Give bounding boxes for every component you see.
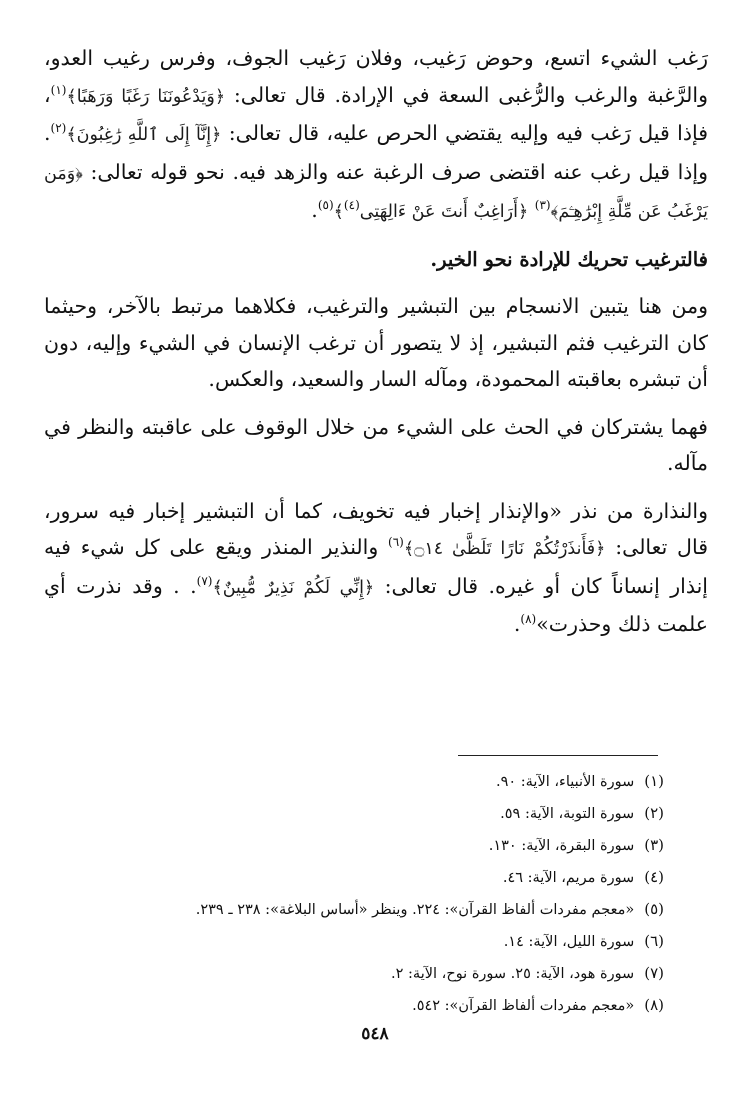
footnote-item [44, 958, 664, 990]
quran-verse: ﴿إِنَّآ إِلَى ٱللَّهِ رَٰغِبُونَ﴾ [66, 125, 222, 145]
paragraph-text: . وإذا قيل رغب عنه اقتضى صرف الرغبة عنه والزهد فيه. نحو قوله تعالى: [44, 121, 708, 184]
footnote-item [44, 894, 664, 926]
quran-verse: ﴿أَرَاغِبٌ أَنتَ عَنْ ءَالِهَتِى [359, 202, 529, 222]
quran-verse: ﴿إِنِّي لَكُمْ نَذِيرٌ مُّبِينٌ﴾ [212, 577, 375, 598]
footnote-number: (٣) [644, 836, 664, 854]
footnote-ref[interactable]: (١) [50, 82, 67, 97]
footnote-number: (٨) [644, 996, 664, 1014]
paragraph-text: . . وقد نذرت أي علمت ذلك وحذرت» [44, 573, 708, 636]
paragraph-text: والنذير المنذر ويقع على كل شيء فيه إنذار إنساناً كان أو غيره. قال تعالى: [44, 535, 709, 598]
footnote-ref[interactable]: (٧) [196, 573, 213, 588]
page-number: ٥٤٨ [361, 1024, 389, 1044]
footnote-text: «معجم مفردات ألفاظ القرآن»: ٢٢٤. وينظر «أساس البلاغة»: ٢٣٨ ـ ٢٣٩. [195, 902, 635, 918]
footnote-ref[interactable]: (٦) [388, 535, 404, 550]
footnote-text: سورة الأنبياء، الآية: ٩٠. [495, 774, 635, 790]
footnotes-list [44, 766, 664, 1022]
footnote-ref[interactable]: (٤) [343, 198, 360, 213]
paragraph-text: . [513, 612, 521, 636]
footnote-ref[interactable]: (٥) [317, 198, 334, 213]
footnote-number: (٢) [644, 804, 664, 822]
quran-verse: ﴿فَأَنذَرْتُكُمْ نَارًا تَلَظَّىٰ ۝١٤﴾ [403, 539, 606, 559]
paragraph-nidhara [44, 493, 708, 643]
footnote-number: (٧) [644, 964, 664, 982]
footnote-text: سورة مريم، الآية: ٤٦. [502, 870, 635, 886]
quran-verse: ﴿وَيَدْعُونَنَا رَغَبًا وَرَهَبًا﴾ [66, 86, 226, 107]
footnote-item [44, 990, 664, 1022]
footnote-item [44, 926, 664, 958]
paragraph-text: والنذارة من نذر «والإنذار إخبار فيه تخويف، كما أن التبشير إخبار فيه سرور، قال تعالى: [44, 498, 708, 559]
footnote-text: سورة التوبة، الآية: ٥٩. [500, 806, 635, 822]
footnote-ref[interactable]: (٣) [534, 198, 551, 213]
quran-verse: ﴿وَمَن يَرْغَبُ عَن مِّلَّةِ إِبْرَٰهِـۧمَ﴾ [44, 163, 708, 222]
paragraph-text: ، فإذا قيل رَغب فيه وإليه يقتضي الحرص عليه، قال تعالى: [44, 82, 708, 145]
footnote-text: سورة البقرة، الآية: ١٣٠. [488, 838, 635, 854]
footnote-ref[interactable]: (٨) [520, 612, 537, 627]
footnote-item [44, 766, 664, 798]
footnote-item [44, 798, 664, 830]
footnote-number: (١) [644, 772, 664, 790]
footnote-item [44, 830, 664, 862]
footnote-number: (٦) [644, 932, 664, 950]
footnote-number: (٤) [644, 868, 664, 886]
footnote-item [44, 862, 664, 894]
footnote-text: «معجم مفردات ألفاظ القرآن»: ٥٤٢. [412, 998, 635, 1014]
footnote-text: سورة هود، الآية: ٢٥. سورة نوح، الآية: ٢. [391, 966, 635, 982]
paragraph-raghib [44, 40, 708, 231]
quran-bracket: ﴾ [333, 202, 344, 222]
footnote-number: (٥) [644, 900, 664, 918]
paragraph-text: رَغب الشيء اتسع، وحوض رَغيب، وفلان رَغيب الجوف، وفرس رغيب العدو، والرَّغبة والرغب والرُّغبى السعة في الإرادة. قال تعالى: [44, 46, 708, 107]
footnote-text: سورة الليل، الآية: ١٤. [503, 934, 635, 950]
paragraph-tabshir: ومن هنا يتبين الانسجام بين التبشير والترغيب، فكلاهما مرتبط بالآخر، وحيثما كان الترغيب فثم التبشير، إذ لا يتصور أن ترغب الإنسان في الشيء وإليه، دون أن تبشره بعاقبته المحمودة، ومآله السار والسعيد، والعكس. [44, 294, 708, 391]
paragraph-text: . [311, 198, 318, 222]
footnote-divider [458, 755, 658, 756]
paragraph-common: فهما يشتركان في الحث على الشيء من خلال الوقوف على عاقبته والنظر في مآله. [44, 414, 708, 475]
footnote-ref[interactable]: (٢) [50, 121, 67, 136]
main-text [44, 40, 708, 654]
section-heading: فالترغيب تحريك للإرادة نحو الخير. [430, 247, 708, 271]
